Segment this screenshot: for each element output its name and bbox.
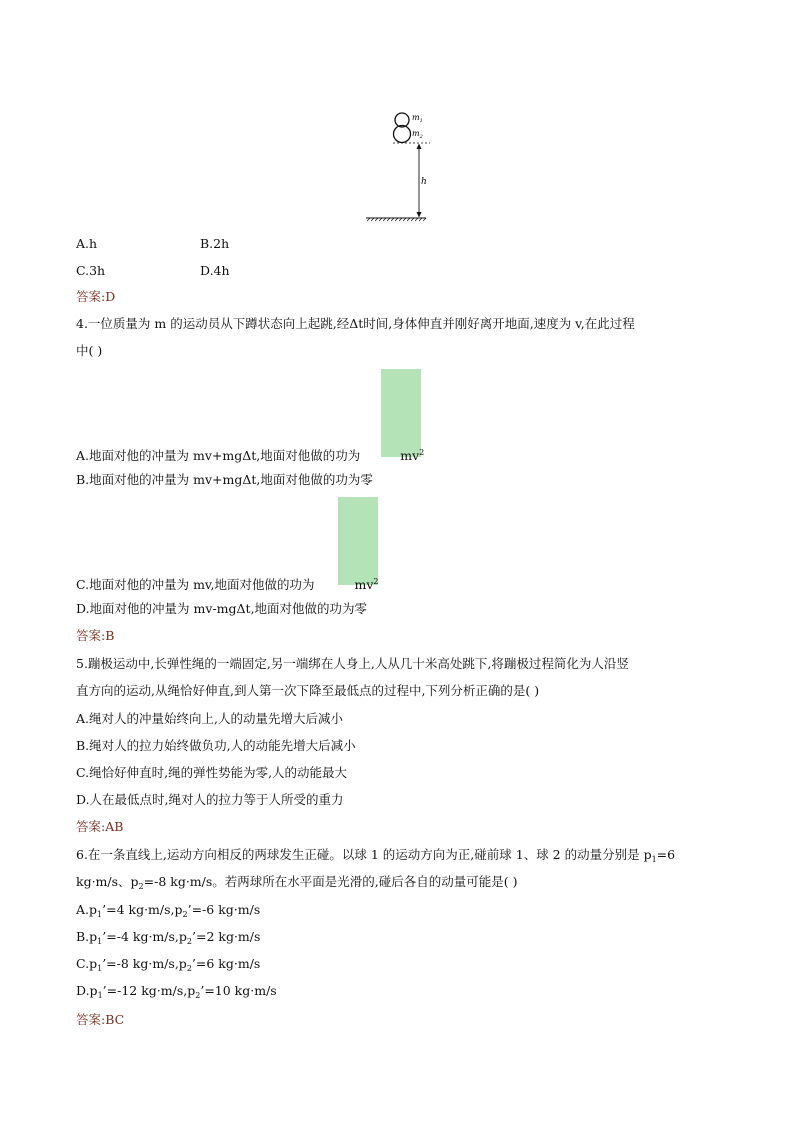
- q3-option-c: C.3h: [76, 263, 106, 278]
- q4-option-c-sup: 2: [373, 577, 379, 586]
- formula-placeholder-c: [338, 497, 378, 585]
- q5-option-c: C.绳恰好伸直时,绳的弹性势能为零,人的动能最大: [76, 765, 348, 780]
- q3-answer: 答案:D: [76, 289, 116, 304]
- two-balls-height-diagram: [360, 108, 440, 228]
- q6-stem-line1: 6.在一条直线上,运动方向相反的两球发生正碰。以球 1 的运动方向为正,碰前球 1、球 2 的动量分别是 $p_1=6$: [76, 847, 676, 864]
- q4-option-c-text: C.地面对他的冲量为 mv,地面对他做的功为: [76, 577, 315, 592]
- q5-answer: 答案:AB: [76, 819, 124, 834]
- q3-option-b: B.2h: [200, 236, 230, 251]
- h-label: h: [421, 177, 427, 187]
- q6-stem-line2: kg·m/s、$p_2=-8$ kg·m/s。若两球所在水平面是光滑的,碰后各自的动量可能是( ): [76, 874, 518, 891]
- q4-stem-line1: 4.一位质量为 m 的运动员从下蹲状态向上起跳,经Δt时间,身体伸直并刚好离开地面,速度为 v,在此过程: [76, 316, 635, 331]
- q4-stem-line2: 中( ): [76, 343, 103, 358]
- q4-option-c: [76, 574, 379, 593]
- formula-placeholder-a: [381, 369, 421, 457]
- q6-option-a: $A.p_1’=4$ $kg\cdot m/s,p_2’=-6$ kg·m/s: [76, 902, 261, 919]
- q6-answer: 答案:BC: [76, 1012, 125, 1027]
- q3-option-a: A.h: [76, 236, 98, 251]
- q4-option-c-tail: mv: [354, 577, 374, 592]
- q6-option-d: $D.p_1’=-12$ $kg\cdot m/s,p_2’=10$ kg·m/s: [76, 983, 277, 1000]
- q4-option-a-sup: 2: [419, 448, 425, 457]
- q4-option-d: D.地面对他的冲量为 mv-mgΔt,地面对他做的功为零: [76, 601, 368, 616]
- q4-option-b: B.地面对他的冲量为 mv+mgΔt,地面对他做的功为零: [76, 472, 373, 487]
- m2-label: $m_2$: [412, 129, 423, 140]
- q5-stem-line2: 直方向的运动,从绳恰好伸直,到人第一次下降至最低点的过程中,下列分析正确的是( ): [76, 683, 540, 698]
- q6-option-b: $B.p_1’=-4$ $kg\cdot m/s,p_2’=2$ kg·m/s: [76, 929, 261, 946]
- q5-stem-line1: 5.蹦极运动中,长弹性绳的一端固定,另一端绑在人身上,人从几十米高处跳下,将蹦极过程简化为人沿竖: [76, 656, 629, 671]
- m1-label: $m_1$: [412, 113, 423, 124]
- q5-option-a: A.绳对人的冲量始终向上,人的动量先增大后减小: [76, 711, 343, 726]
- q3-option-d: D.4h: [200, 263, 230, 278]
- q5-option-b: B.绳对人的拉力始终做负功,人的动能先增大后减小: [76, 738, 356, 753]
- q4-option-a: [76, 445, 424, 464]
- q6-option-c: $C.p_1’=-8$ $kg\cdot m/s,p_2’=6$ kg·m/s: [76, 956, 261, 973]
- q4-answer: 答案:B: [76, 628, 115, 643]
- q4-option-a-tail: mv: [400, 448, 420, 463]
- ball-m2: [394, 126, 411, 143]
- q4-option-a-text: A.地面对他的冲量为 mv+mgΔt,地面对他做的功为: [76, 448, 361, 463]
- q5-option-d: D.人在最低点时,绳对人的拉力等于人所受的重力: [76, 792, 344, 807]
